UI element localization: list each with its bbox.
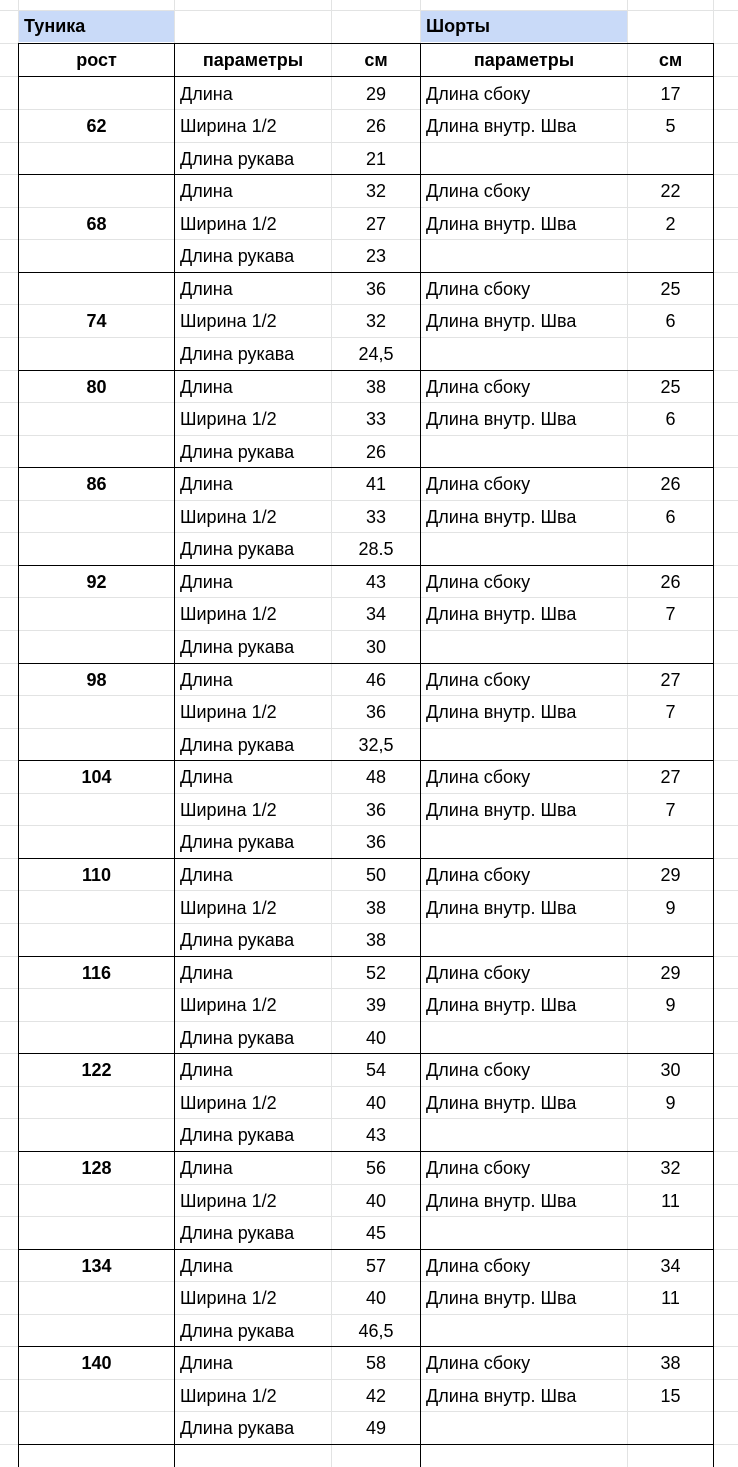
tunic-cm-value[interactable]: 39 [365, 995, 387, 1015]
shorts-cm-value[interactable]: 17 [660, 84, 681, 104]
tunic-cm-value[interactable]: 38 [365, 377, 387, 397]
height-value[interactable]: 86 [86, 474, 107, 494]
tunic-param-label[interactable]: Длина [180, 767, 233, 787]
tunic-param-label[interactable]: Ширина 1/2 [180, 311, 277, 331]
shorts-cm-value[interactable]: 7 [665, 800, 676, 820]
shorts-param-label[interactable]: Длина сбоку [426, 670, 531, 690]
shorts-cm-value[interactable]: 15 [660, 1386, 681, 1406]
tunic-cm-value[interactable]: 46 [365, 670, 387, 690]
shorts-cm-value[interactable]: 26 [660, 474, 681, 494]
shorts-cm-value[interactable]: 7 [665, 702, 676, 722]
tunic-param-label[interactable]: Длина рукава [180, 735, 295, 755]
shorts-cm-value[interactable]: 9 [665, 1093, 676, 1113]
tunic-param-label[interactable]: Длина [180, 377, 233, 397]
shorts-cm-value[interactable]: 2 [665, 214, 676, 234]
tunic-cm-value[interactable]: 54 [365, 1060, 387, 1080]
shorts-section-title[interactable]: Шорты [421, 11, 627, 42]
shorts-params-column-header[interactable]: параметры [473, 50, 575, 70]
tunic-param-label[interactable]: Ширина 1/2 [180, 898, 277, 918]
shorts-param-label[interactable]: Длина сбоку [426, 572, 531, 592]
tunic-param-label[interactable]: Ширина 1/2 [180, 409, 277, 429]
tunic-param-label[interactable]: Длина рукава [180, 930, 295, 950]
tunic-cm-value[interactable]: 52 [365, 963, 387, 983]
tunic-params-column-header[interactable]: параметры [202, 50, 304, 70]
tunic-param-label[interactable]: Длина рукава [180, 539, 295, 559]
tunic-cm-value[interactable]: 30 [365, 637, 387, 657]
tunic-cm-value[interactable]: 36 [365, 279, 387, 299]
shorts-cm-value[interactable]: 38 [660, 1353, 681, 1373]
table-column-border [18, 43, 19, 1467]
tunic-cm-value[interactable]: 32,5 [358, 735, 394, 755]
tunic-param-label[interactable]: Длина рукава [180, 1125, 295, 1145]
tunic-param-label[interactable]: Длина [180, 865, 233, 885]
tunic-cm-value[interactable]: 34 [365, 604, 387, 624]
tunic-param-label[interactable]: Ширина 1/2 [180, 507, 277, 527]
shorts-param-label[interactable]: Длина внутр. Шва [426, 214, 577, 234]
shorts-cm-value[interactable]: 25 [660, 377, 681, 397]
tunic-cm-value[interactable]: 48 [365, 767, 387, 787]
tunic-param-label[interactable]: Ширина 1/2 [180, 1288, 277, 1308]
table-column-border [713, 43, 714, 1467]
tunic-cm-value[interactable]: 40 [365, 1093, 387, 1113]
tunic-param-label[interactable]: Длина рукава [180, 1321, 295, 1341]
group-border [175, 1444, 421, 1445]
tunic-cm-value[interactable]: 26 [365, 116, 387, 136]
tunic-cm-value[interactable]: 43 [365, 572, 387, 592]
tunic-cm-value[interactable]: 36 [365, 800, 387, 820]
tunic-cm-value[interactable]: 56 [365, 1158, 387, 1178]
tunic-cm-value[interactable]: 36 [365, 702, 387, 722]
tunic-param-label[interactable]: Длина рукава [180, 1223, 295, 1243]
tunic-cm-column-header[interactable]: см [364, 50, 388, 70]
shorts-param-label[interactable]: Длина внутр. Шва [426, 898, 577, 918]
tunic-cm-value[interactable]: 21 [365, 149, 387, 169]
shorts-param-label[interactable]: Длина внутр. Шва [426, 800, 577, 820]
tunic-param-label[interactable]: Ширина 1/2 [180, 702, 277, 722]
tunic-param-label[interactable]: Длина [180, 1060, 233, 1080]
shorts-cm-value[interactable]: 26 [660, 572, 681, 592]
shorts-cm-value[interactable]: 11 [661, 1288, 680, 1308]
shorts-param-label[interactable]: Длина внутр. Шва [426, 1386, 577, 1406]
tunic-param-label[interactable]: Длина [180, 474, 233, 494]
shorts-param-label[interactable]: Длина внутр. Шва [426, 604, 577, 624]
tunic-cm-value[interactable]: 40 [365, 1028, 387, 1048]
tunic-param-label[interactable]: Длина [180, 572, 233, 592]
shorts-cm-value[interactable]: 7 [665, 604, 676, 624]
height-value[interactable]: 98 [86, 670, 107, 690]
shorts-cm-value[interactable]: 22 [660, 181, 681, 201]
tunic-param-label[interactable]: Длина рукава [180, 832, 295, 852]
tunic-param-label[interactable]: Длина [180, 670, 233, 690]
tunic-param-label[interactable]: Длина рукава [180, 246, 295, 266]
shorts-param-label[interactable]: Длина сбоку [426, 1353, 531, 1373]
tunic-cm-value[interactable]: 40 [365, 1191, 387, 1211]
table-column-border [420, 43, 421, 1467]
tunic-cm-value[interactable]: 33 [365, 409, 387, 429]
height-value[interactable]: 116 [81, 963, 112, 983]
tunic-param-label[interactable]: Ширина 1/2 [180, 1093, 277, 1113]
shorts-param-label[interactable]: Длина внутр. Шва [426, 1288, 577, 1308]
tunic-param-label[interactable]: Длина [180, 1158, 233, 1178]
shorts-param-label[interactable]: Длина внутр. Шва [426, 311, 577, 331]
tunic-param-label[interactable]: Длина рукава [180, 1028, 295, 1048]
shorts-param-label[interactable]: Длина внутр. Шва [426, 1191, 577, 1211]
tunic-param-label[interactable]: Длина [180, 1256, 233, 1276]
tunic-cm-value[interactable]: 49 [365, 1418, 387, 1438]
height-value[interactable]: 104 [81, 767, 112, 787]
shorts-param-label[interactable]: Длина сбоку [426, 963, 531, 983]
shorts-param-label[interactable]: Длина внутр. Шва [426, 409, 577, 429]
shorts-param-label[interactable]: Длина сбоку [426, 767, 531, 787]
shorts-cm-value[interactable]: 5 [665, 116, 676, 136]
tunic-param-label[interactable]: Длина рукава [180, 344, 295, 364]
tunic-cm-value[interactable]: 45 [365, 1223, 387, 1243]
tunic-param-label[interactable]: Длина рукава [180, 149, 295, 169]
header-bottom-border [19, 76, 713, 77]
tunic-cm-value[interactable]: 23 [365, 246, 387, 266]
shorts-cm-value[interactable]: 27 [660, 670, 681, 690]
tunic-param-label[interactable]: Ширина 1/2 [180, 995, 277, 1015]
shorts-cm-value[interactable]: 27 [660, 767, 681, 787]
tunic-cm-value[interactable]: 42 [365, 1386, 387, 1406]
shorts-param-label[interactable]: Длина сбоку [426, 181, 531, 201]
height-value[interactable]: 74 [86, 311, 107, 331]
tunic-cm-value[interactable]: 57 [365, 1256, 387, 1276]
shorts-param-label[interactable]: Длина сбоку [426, 474, 531, 494]
shorts-param-label[interactable]: Длина сбоку [426, 1256, 531, 1276]
tunic-param-label[interactable]: Ширина 1/2 [180, 604, 277, 624]
tunic-param-label[interactable]: Длина [180, 963, 233, 983]
shorts-param-label[interactable]: Длина внутр. Шва [426, 507, 577, 527]
table-column-border [174, 43, 175, 1467]
tunic-cm-value[interactable]: 58 [365, 1353, 387, 1373]
shorts-param-label[interactable]: Длина внутр. Шва [426, 995, 577, 1015]
tunic-cm-value[interactable]: 24,5 [358, 344, 394, 364]
shorts-cm-value[interactable]: 29 [660, 865, 681, 885]
tunic-param-label[interactable]: Ширина 1/2 [180, 214, 277, 234]
shorts-cm-value[interactable]: 34 [660, 1256, 681, 1276]
shorts-cm-column-header[interactable]: см [658, 50, 683, 70]
tunic-cm-value[interactable]: 43 [365, 1125, 387, 1145]
shorts-cm-value[interactable]: 6 [665, 311, 676, 331]
tunic-param-label[interactable]: Длина рукава [180, 442, 295, 462]
shorts-param-label[interactable]: Длина сбоку [426, 279, 531, 299]
group-border [19, 1444, 175, 1445]
header-top-border [19, 43, 713, 44]
height-value[interactable]: 122 [81, 1060, 112, 1080]
shorts-cm-value[interactable]: 32 [660, 1158, 681, 1178]
shorts-cm-value[interactable]: 9 [665, 995, 676, 1015]
shorts-param-label[interactable]: Длина сбоку [426, 865, 531, 885]
tunic-param-label[interactable]: Ширина 1/2 [180, 1191, 277, 1211]
tunic-param-label[interactable]: Длина [180, 279, 233, 299]
tunic-cm-value[interactable]: 32 [365, 311, 387, 331]
height-value[interactable]: 140 [81, 1353, 112, 1373]
shorts-param-label[interactable]: Длина внутр. Шва [426, 116, 577, 136]
height-column-header[interactable]: рост [76, 50, 117, 70]
tunic-param-label[interactable]: Ширина 1/2 [180, 800, 277, 820]
shorts-param-label[interactable]: Длина сбоку [426, 1060, 531, 1080]
tunic-param-label[interactable]: Длина [180, 1353, 233, 1373]
tunic-cm-value[interactable]: 38 [365, 898, 387, 918]
tunic-param-label[interactable]: Ширина 1/2 [180, 1386, 277, 1406]
height-value[interactable]: 68 [86, 214, 107, 234]
tunic-cm-value[interactable]: 50 [365, 865, 387, 885]
shorts-cm-value[interactable]: 30 [660, 1060, 681, 1080]
tunic-cm-value[interactable]: 26 [365, 442, 387, 462]
height-value[interactable]: 92 [86, 572, 107, 592]
shorts-cm-value[interactable]: 6 [665, 507, 676, 527]
group-border [19, 174, 175, 175]
shorts-cm-value[interactable]: 11 [661, 1191, 680, 1211]
shorts-cm-value[interactable]: 9 [665, 898, 676, 918]
shorts-cm-value[interactable]: 29 [660, 963, 681, 983]
group-border [421, 1444, 713, 1445]
tunic-param-label[interactable]: Длина [180, 181, 233, 201]
tunic-cm-value[interactable]: 28.5 [358, 539, 394, 559]
height-value[interactable]: 134 [81, 1256, 112, 1276]
height-value[interactable]: 110 [81, 865, 112, 885]
height-value[interactable]: 62 [86, 116, 107, 136]
tunic-cm-value[interactable]: 40 [365, 1288, 387, 1308]
tunic-cm-value[interactable]: 27 [365, 214, 387, 234]
shorts-cm-value[interactable]: 6 [665, 409, 676, 429]
tunic-cm-value[interactable]: 38 [365, 930, 387, 950]
tunic-cm-value[interactable]: 32 [365, 181, 387, 201]
shorts-param-label[interactable]: Длина внутр. Шва [426, 702, 577, 722]
tunic-param-label[interactable]: Длина [180, 84, 233, 104]
tunic-param-label[interactable]: Длина рукава [180, 637, 295, 657]
shorts-param-label[interactable]: Длина внутр. Шва [426, 1093, 577, 1113]
group-border [19, 272, 175, 273]
shorts-cm-value[interactable]: 25 [660, 279, 681, 299]
tunic-cm-value[interactable]: 41 [365, 474, 387, 494]
shorts-param-label[interactable]: Длина сбоку [426, 1158, 531, 1178]
height-value[interactable]: 128 [81, 1158, 112, 1178]
tunic-cm-value[interactable]: 29 [365, 84, 387, 104]
height-value[interactable]: 80 [86, 377, 107, 397]
tunic-param-label[interactable]: Ширина 1/2 [180, 116, 277, 136]
tunic-cm-value[interactable]: 36 [365, 832, 387, 852]
tunic-section-title[interactable]: Туника [19, 11, 174, 42]
tunic-param-label[interactable]: Длина рукава [180, 1418, 295, 1438]
shorts-param-label[interactable]: Длина сбоку [426, 84, 531, 104]
shorts-param-label[interactable]: Длина сбоку [426, 377, 531, 397]
tunic-cm-value[interactable]: 33 [365, 507, 387, 527]
tunic-cm-value[interactable]: 46,5 [358, 1321, 394, 1341]
grid-row-line [0, 10, 738, 11]
